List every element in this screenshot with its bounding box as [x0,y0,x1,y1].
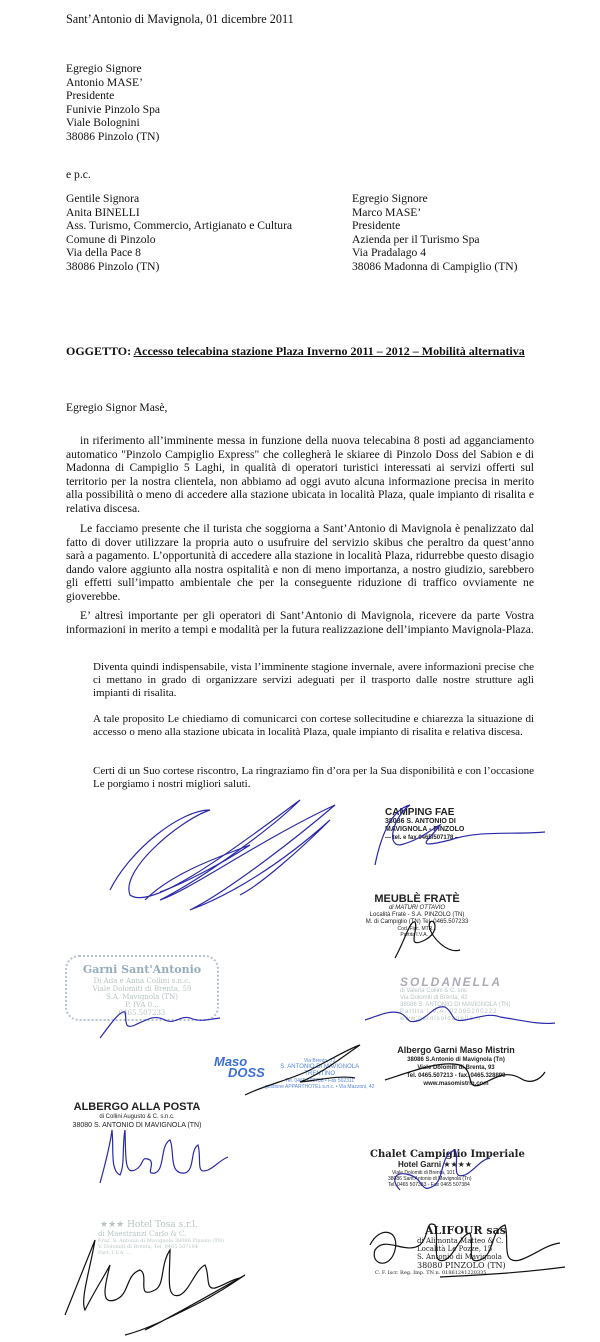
stamp-maso-doss [214,1056,265,1079]
stamp-line: Viale Dolomiti di Brenta, 101 [392,1170,455,1176]
stamp-line: di Collini Augusto & C. s.n.c. [99,1114,175,1120]
stamp-line: Hotel Garni ★★★★ [398,1160,473,1169]
stamp-maso-mistrin [381,1044,531,1088]
stamp-line: M. di Campiglio (TN) Tel. 0465.507233 [365,919,469,925]
stamp-title: ALBERGO ALLA POSTA [73,1101,201,1113]
stamp-line: 38086 S.Antonio di Mavignola (Tn) [407,1057,505,1063]
stamp-line: Viale Dolomiti di Brenta, 93 [417,1065,495,1071]
stamp-maso-doss-details [265,1058,374,1090]
paragraph-text: A tale proposito Le chiediamo di comunicarci con cortese sollecitudine e chiarezza la situazione di accesso o meno alla stazione ubicata in località Plaza, quale impianto di risalita e relativa discesa. [93,713,534,738]
stamp-line: TRENTINO [304,1071,336,1077]
stamp-line: 38086 Sant'Antonio di Mavignola (Tn) [388,1176,472,1182]
stamp-alifour [375,1225,506,1277]
recipient-line: Presidente [66,89,115,103]
body-paragraph [93,713,534,739]
stamp-line: di Valeria Collini & C. snc [400,988,467,994]
stamp-line: MAVIGNOLA - PINZOLO [385,826,465,833]
cc-label: e p.c. [66,168,91,181]
stamp-title: Chalet Campiglio Imperiale [370,1149,525,1160]
stamp-camping-fae [385,808,464,842]
recipient-address [66,62,160,144]
recipient-line: Antonio MASE’ [66,75,143,89]
cc-right-line: Via Pradalago 4 [352,246,426,260]
stamp-line: Cod. Fisc. MTR... [397,926,437,932]
stamp-line: 38086 S. ANTONIO DI MAVIGNOLA (TN) [400,1002,511,1008]
stamp-line: C. F. Iscr. Reg. Imp. TN n. 01861241220335 [375,1270,487,1276]
stamp-soldanella [400,976,510,1023]
stamp-title: CAMPING FAE [385,807,455,818]
stamp-title: Albergo Garni Maso Mistrin [397,1045,515,1055]
stamp-line: www.masomistrin.com [423,1081,489,1087]
stamp-line: Località Le Pozze, 15 [417,1245,493,1253]
place-date: Sant’Antonio di Mavignola, 01 dicembre 2011 [66,12,294,26]
stamp-line: P. IVA 0... [125,1001,159,1009]
stamp-chalet-campiglio [370,1149,525,1188]
stamp-line: Tel. 0465 502758 • Fax 502311 [285,1078,355,1084]
stamp-meuble-frate [362,893,472,938]
recipient-line: 38086 Pinzolo (TN) [66,129,160,143]
stamp-line: di Maestranzi Carlo & C. [98,1230,187,1238]
body-paragraph [66,434,534,516]
stamp-logo-doss: DOSS [228,1065,265,1080]
stamp-hotel-tosa [98,1220,224,1256]
cc-address-left [66,192,292,274]
cc-left-line: Ass. Turismo, Commercio, Artigianato e Cultura [66,219,293,233]
stamp-title: ALIFOUR sas [425,1224,506,1237]
stamp-line: 38080 PINZOLO (TN) [417,1261,506,1270]
stamp-line: S.A. Mavignola (TN) [106,993,178,1001]
stamp-line: gestione APPARTHOTEL s.n.c. • Via Mazzoni, 42 [265,1084,375,1090]
stamp-line: di Alimonta Matteo & C. [417,1237,504,1245]
body-paragraph [93,661,534,700]
stamp-line: Via Dolomiti di Brenta, 42 [400,995,468,1001]
stamp-line: Partita I.V.A. ... [400,932,434,938]
cc-right-line: Egregio Signore [352,192,428,205]
paragraph-text: Le facciamo presente che il turista che soggiorna a Sant’Antonio di Mavignola è penalizzato dal fatto di dover utilizzare la propria auto o usufruire del servizio skibus che peraltro da quest’anno sarà a pagamento. L’opportunità di accedere alla stazione in località Plaza, ridurrebbe questo disagio dando valore aggiunto alla nostra ospitalità e non di meno importanza, a nostro giudizio, sarebbero gli effetti sull’impatto ambientale che per la conseguente riduzione di traffico ovviamente ne gioverebbe. [66,522,534,603]
stamp-line: Fraz. S. Antonio di Mavignola 38086 Pinzolo (TN) [98,1238,224,1244]
stamp-line: Tel. 0465.507213 - fax. 0465.328899 [406,1073,506,1079]
recipient-line: Funivie Pinzolo Spa [66,102,161,116]
stamp-line: — tel. e fax 0465/507178 — [385,835,462,841]
stamp-line: Località Fratè - S.A. PINZOLO (TN) [369,912,465,918]
body-paragraph [66,522,534,604]
cc-address-right [352,192,518,274]
recipient-line: Viale Bolognini [66,116,140,130]
paragraph-text: Diventa quindi indispensabile, vista l’imminente stagione invernale, avere informazioni precise che ci mettano in grado di organizzare servizi adeguati per il trasporto dalle nostre strutture agli impianti di risalita. [93,661,534,699]
subject-line [66,345,525,359]
subject-text: Accesso telecabina stazione Plaza Inverno 2011 – 2012 – Mobilità alternativa [133,344,525,358]
recipient-line: Egregio Signore [66,62,142,75]
stamp-title: ★★★ Hotel Tosa s.r.l. [100,1220,198,1230]
signature-alla-posta [90,1125,230,1185]
paragraph-text: E’ altresì importante per gli operatori di Sant’Antonio di Mavignola, ricevere da parte Vostra informazioni in merito a tempi e modalità per la futura realizzazione dell’impianto Mavignola-Plaza. [66,609,534,636]
stamp-line: Via Brenta, 72 [303,1058,336,1064]
stamp-line: Tel. 0465 507383 - Fax 0465 507384 [388,1182,470,1188]
stamp-title: SOLDANELLA [400,975,502,989]
stamp-line: Viale Dolomiti di Brenta, 59 [92,985,192,993]
stamp-line: 0465.507233 [118,1009,166,1017]
stamp-title: Garni Sant'Antonio [82,963,202,976]
stamp-line: S. Antonio di Mavignola [417,1253,502,1261]
stamp-line: www.garnisoldanella.it [400,1016,482,1022]
stamp-line: di MATURI OTTAVIO [388,905,446,911]
subject-label: OGGETTO: [66,344,132,358]
stamp-line: Di Ada e Anna Collini s.n.c. [93,977,191,985]
cc-left-line: Via della Pace 8 [66,246,141,260]
stamp-line: V. Dolomiti di Brenta, Tel. 0465 507184 [98,1244,198,1250]
stamp-line: S. ANTONIO DI MAVIGNOLA [280,1064,360,1070]
paragraph-text: in riferimento all’imminente messa in funzione della nuova telecabina 8 posti ad agganciamento automatico "Pinzolo Campiglio Express" che collegherà le skiaree di Pinzolo Doss del Sabion e di Madonna di Campiglio 5 Laghi, in qualità di operatori turistici interessati ai servizi offerti sul territorio per la nostra clientela, non abbiamo ad oggi avuto alcuna informazione precisa in merito alla possibilità o meno di accedere alla stazione ubicata in località Plaza, quale impianto di risalita e relativa discesa. [66,434,534,515]
stamp-garni-sant-antonio [65,955,219,1021]
cc-left-line: 38086 Pinzolo (TN) [66,259,160,273]
stamp-title: MEUBLÈ FRATÈ [374,893,460,905]
cc-left-line: Anita BINELLI [66,205,140,219]
cc-right-line: Azienda per il Turismo Spa [352,232,480,246]
stamp-line: 38086 S. ANTONIO DI [385,818,456,825]
paragraph-text: Certi di un Suo cortese riscontro, La ringraziamo fin d’ora per la Sua disponibilità e con l’occasione Le porgiamo i nostri migliori saluti. [93,765,534,790]
body-paragraph [93,765,534,791]
body-paragraph [66,609,534,636]
cc-right-line: Marco MASE’ [352,205,422,219]
cc-right-line: Presidente [352,219,401,233]
greeting: Egregio Signor Masè, [66,401,168,414]
stamp-line: Part. I.V.A. ... [98,1250,132,1256]
stamp-albergo-alla-posta [62,1101,212,1130]
stamp-line: 38080 S. ANTONIO DI MAVIGNOLA (TN) [72,1122,202,1129]
cc-left-line: Gentile Signora [66,192,140,205]
stamp-logo-maso: Maso [214,1054,248,1069]
signature-scribble-large [100,790,340,930]
stamp-line: Partita I.V.A. 02095200222 [400,1009,498,1015]
cc-left-line: Comune di Pinzolo [66,232,156,246]
cc-right-line: 38086 Madonna di Campiglio (TN) [352,259,518,273]
